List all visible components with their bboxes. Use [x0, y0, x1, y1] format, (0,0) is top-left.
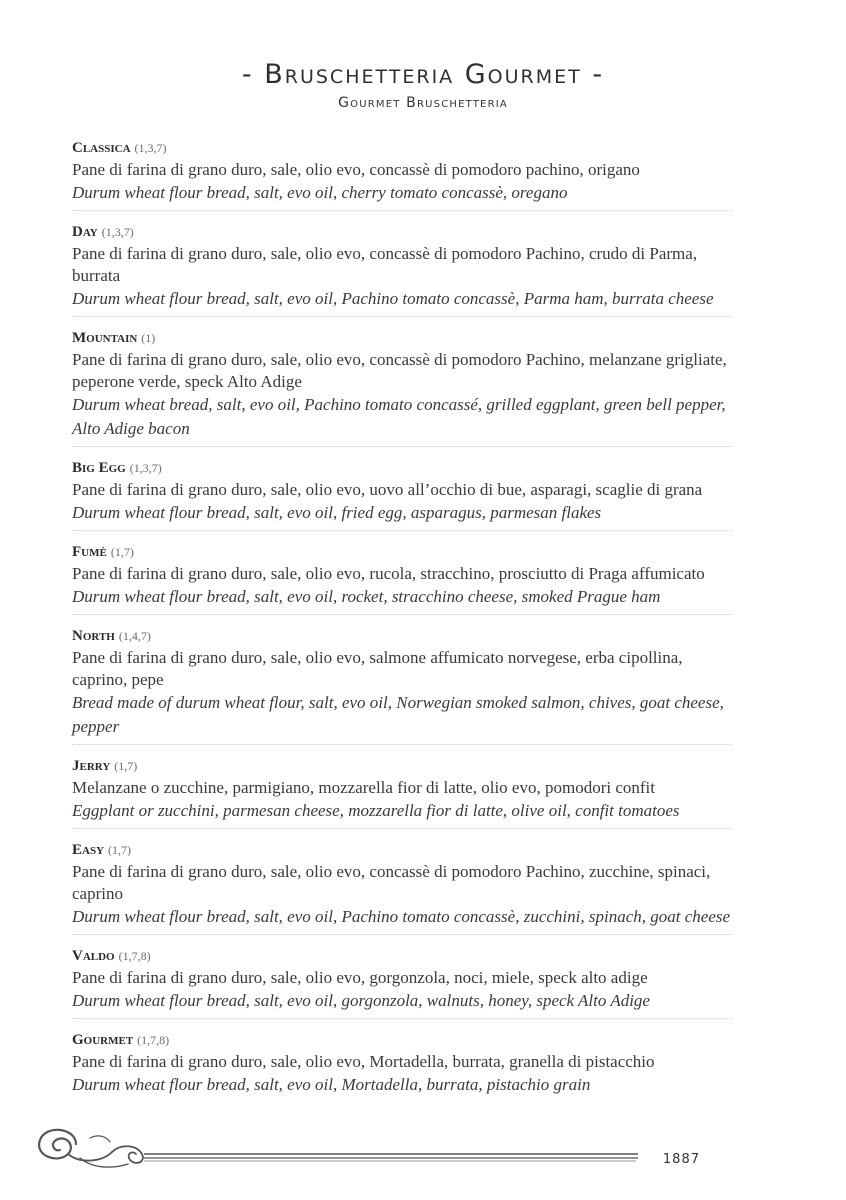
page-number: 1887: [662, 1152, 700, 1167]
item-description-en: Bread made of durum wheat flour, salt, evo oil, Norwegian smoked salmon, chives, goat cheese, pepper: [72, 693, 724, 736]
item-name: Jerry: [72, 758, 111, 774]
item-allergens: (1,7): [114, 759, 138, 773]
item-name: Fumè: [72, 544, 107, 560]
menu-item: [72, 221, 732, 317]
item-name: Mountain: [72, 330, 138, 346]
item-allergens: (1,3,7): [129, 461, 162, 475]
item-description-it: Pane di farina di grano duro, sale, olio evo, rucola, stracchino, prosciutto di Praga affumicato: [72, 564, 705, 583]
menu-item: [72, 1029, 732, 1102]
item-description-it: Pane di farina di grano duro, sale, olio evo, concassè di pomodoro pachino, origano: [72, 160, 640, 179]
item-description-it: Pane di farina di grano duro, sale, olio evo, uovo all’occhio di bue, asparagi, scaglie di grana: [72, 480, 703, 499]
item-name: Big Egg: [72, 460, 126, 476]
menu-item: [72, 755, 732, 829]
item-description-en: Durum wheat flour bread, salt, evo oil, fried egg, asparagus, parmesan flakes: [72, 503, 602, 522]
item-name: Day: [72, 224, 98, 240]
item-allergens: (1,7): [110, 545, 134, 559]
item-description-it: Melanzane o zucchine, parmigiano, mozzarella fior di latte, olio evo, pomodori confit: [72, 778, 655, 797]
item-description-en: Durum wheat bread, salt, evo oil, Pachino tomato concassé, grilled eggplant, green bell pepper, Alto Adige bacon: [72, 395, 726, 438]
item-description-it: Pane di farina di grano duro, sale, olio evo, salmone affumicato norvegese, erba cipollina, caprino, pepe: [72, 648, 683, 689]
menu-list: [72, 137, 732, 1112]
menu-item: [72, 541, 732, 615]
item-description-it: Pane di farina di grano duro, sale, olio evo, concassè di pomodoro Pachino, melanzane grigliate, peperone verde, speck Alto Adige: [72, 350, 727, 391]
item-name: North: [72, 628, 115, 644]
item-name: Gourmet: [72, 1032, 134, 1048]
item-name: Valdo: [72, 948, 115, 964]
item-description-en: Durum wheat flour bread, salt, evo oil, Pachino tomato concassè, Parma ham, burrata cheese: [72, 289, 714, 308]
page-subtitle: Gourmet Bruschetteria: [338, 95, 508, 111]
menu-item: [72, 945, 732, 1019]
menu-item: [72, 457, 732, 531]
item-description-en: Durum wheat flour bread, salt, evo oil, Mortadella, burrata, pistachio grain: [72, 1075, 591, 1094]
item-allergens: (1,4,7): [118, 629, 151, 643]
item-description-en: Durum wheat flour bread, salt, evo oil, cherry tomato concassè, oregano: [72, 183, 568, 202]
page-title: - Bruschetteria Gourmet -: [241, 59, 605, 90]
menu-item: [72, 839, 732, 935]
item-description-it: Pane di farina di grano duro, sale, olio evo, concassè di pomodoro Pachino, crudo di Parma, burrata: [72, 244, 698, 285]
item-description-en: Durum wheat flour bread, salt, evo oil, gorgonzola, walnuts, honey, speck Alto Adige: [72, 991, 650, 1010]
item-description-it: Pane di farina di grano duro, sale, olio evo, gorgonzola, noci, miele, speck alto adige: [72, 968, 648, 987]
item-allergens: (1,3,7): [101, 225, 134, 239]
item-allergens: (1): [141, 331, 156, 345]
item-allergens: (1,7,8): [137, 1033, 170, 1047]
item-allergens: (1,7): [108, 843, 132, 857]
item-description-it: Pane di farina di grano duro, sale, olio evo, concassè di pomodoro Pachino, zucchine, spinaci, caprino: [72, 862, 711, 903]
menu-item: [72, 137, 732, 211]
item-description-en: Eggplant or zucchini, parmesan cheese, mozzarella fior di latte, olive oil, confit tomatoes: [72, 801, 680, 820]
item-allergens: (1,7,8): [118, 949, 151, 963]
item-name: Classica: [72, 140, 131, 156]
item-description-en: Durum wheat flour bread, salt, evo oil, rocket, stracchino cheese, smoked Prague ham: [72, 587, 661, 606]
item-description-it: Pane di farina di grano duro, sale, olio evo, Mortadella, burrata, granella di pistacchio: [72, 1052, 655, 1071]
menu-item: [72, 327, 732, 447]
menu-header: [0, 58, 846, 112]
item-name: Easy: [72, 842, 105, 858]
item-description-en: Durum wheat flour bread, salt, evo oil, Pachino tomato concassè, zucchini, spinach, goat cheese: [72, 907, 731, 926]
menu-item: [72, 625, 732, 745]
item-allergens: (1,3,7): [134, 141, 167, 155]
